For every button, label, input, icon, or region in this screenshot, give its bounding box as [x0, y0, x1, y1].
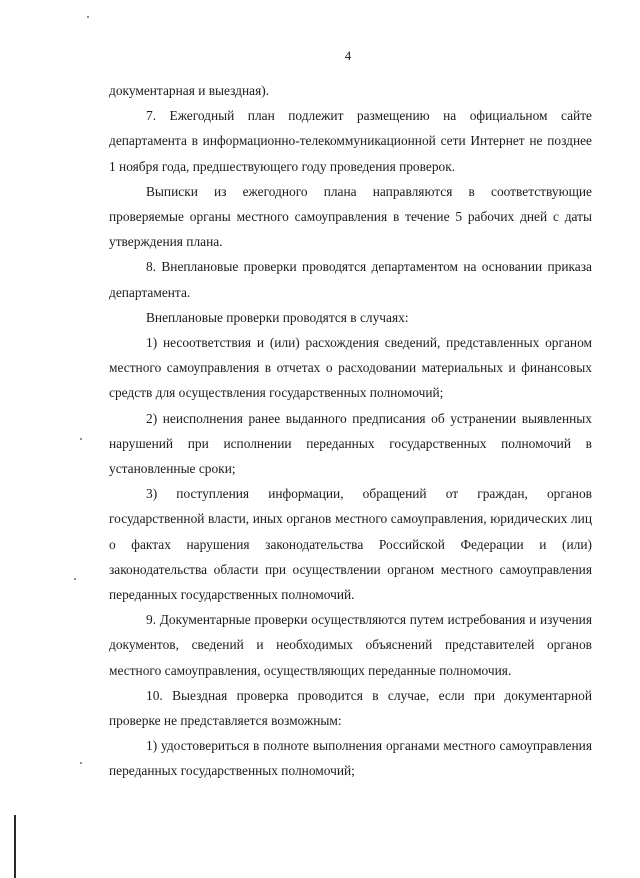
- paragraph-cases-intro: Внеплановые проверки проводятся в случаях:: [146, 309, 409, 325]
- scan-speck: [80, 438, 82, 440]
- scan-speck: [87, 16, 89, 18]
- scan-speck: [80, 762, 82, 764]
- paragraph-case-1: 1) несоответствия и (или) расхождения сведений, представленных органом местного самоуправления в отчетах о расходовании материальных и финансовых средств для осуществления государственных полномочий;: [109, 335, 592, 401]
- paragraph-item-7: 7. Ежегодный план подлежит размещению на официальном сайте департамента в информационно-телекоммуникационной сети Интернет не позднее 1 ноября года, предшествующего году проведения проверок.: [109, 108, 592, 174]
- paragraph-item-9: 9. Документарные проверки осуществляются путем истребования и изучения документов, сведений и необходимых объяснений представителей органов местного самоуправления, осуществляющих переданные полномочия.: [109, 612, 592, 678]
- document-body: [109, 78, 592, 784]
- paragraph-extracts: Выписки из ежегодного плана направляются в соответствующие проверяемые органы местного самоуправления в течение 5 рабочих дней с даты утверждения плана.: [109, 183, 592, 250]
- page-number: 4: [344, 48, 352, 63]
- scan-binding-edge: [14, 815, 16, 878]
- paragraph-item-10: 10. Выездная проверка проводится в случае, если при документарной проверке не представляется возможным:: [109, 687, 592, 729]
- paragraph-item-8: 8. Внеплановые проверки проводятся департаментом на основании приказа департамента.: [109, 259, 592, 300]
- scan-speck: [74, 578, 76, 580]
- paragraph-continuation: документарная и выездная).: [109, 83, 270, 98]
- paragraph-case-3: 3) поступления информации, обращений от граждан, органов государственной власти, иных органов местного самоуправления, юридических лиц о фактах нарушения законодательства Российской Федерации и (или) законодательства области при осуществлении органом местного самоуправления переданных государственных полномочий.: [109, 486, 592, 603]
- paragraph-case-2: 2) неисполнения ранее выданного предписания об устранении выявленных нарушений при исполнении переданных государственных полномочий в установленные сроки;: [109, 410, 592, 477]
- paragraph-item-10-sub-1: 1) удостовериться в полноте выполнения органами местного самоуправления переданных государственных полномочий;: [109, 738, 592, 779]
